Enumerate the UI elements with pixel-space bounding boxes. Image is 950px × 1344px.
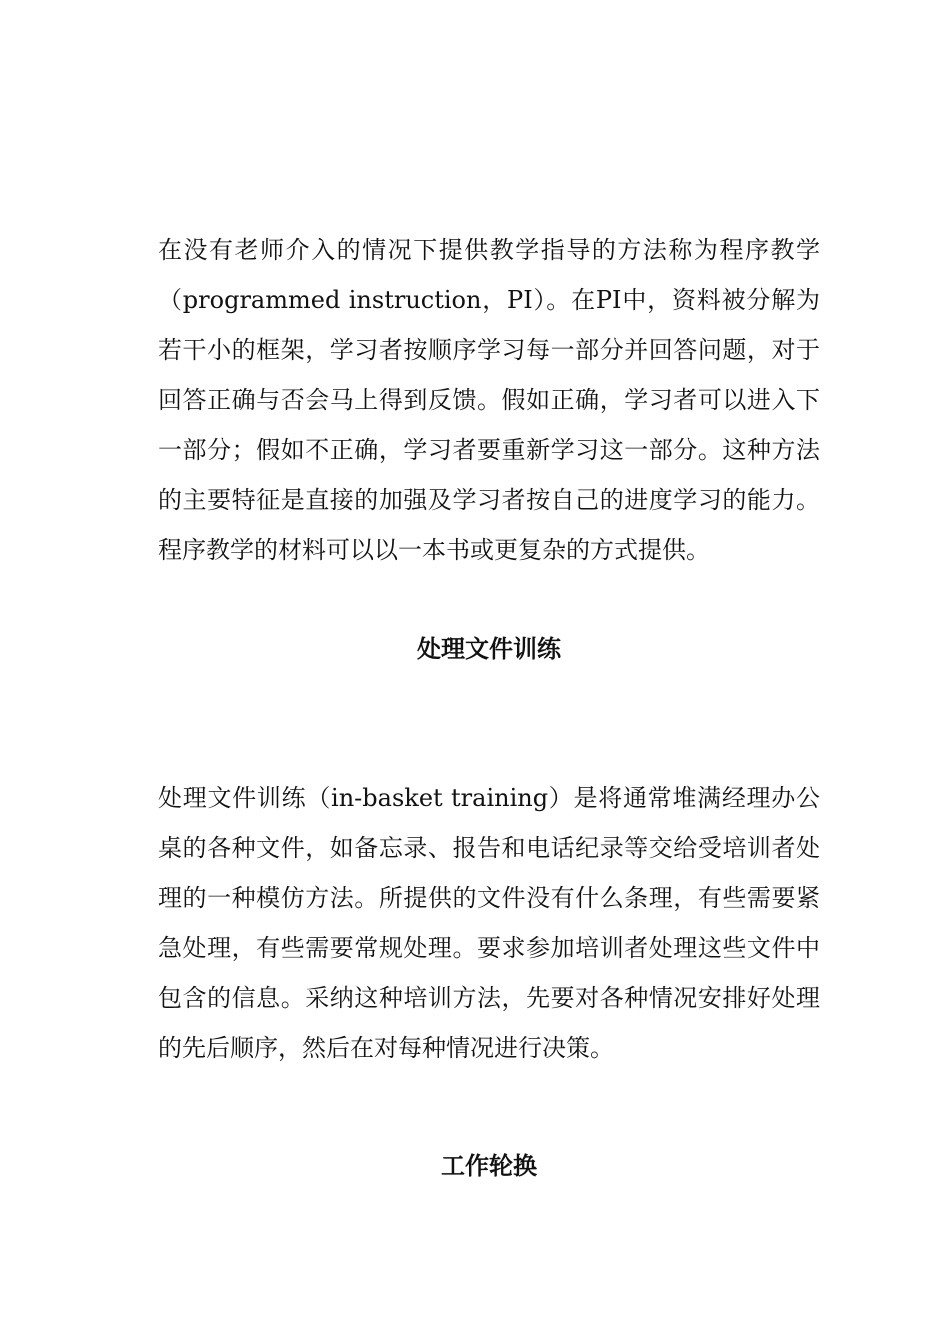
heading-in-basket-training: 处理文件训练 bbox=[417, 634, 561, 663]
paragraph-in-basket-training: 处理文件训练（in-basket training）是将通常堆满经理办公桌的各种文件，如备忘录、报告和电话纪录等交给受培训者处理的一种模仿方法。所提供的文件没有什么条理，有些需要紧急处理，有些需要常规处理。要求参加培训者处理这些文件中包含的信息。采纳这种培训方法，先要对各种情况安排好处理的先后顺序，然后在对每种情况进行决策。 bbox=[158, 784, 820, 1062]
heading-job-rotation: 工作轮换 bbox=[441, 1151, 537, 1180]
paragraph-programmed-instruction: 在没有老师介入的情况下提供教学指导的方法称为程序教学（programmed instruction，PI）。在PI中，资料被分解为若干小的框架，学习者按顺序学习每一部分并回答问题，对于回答正确与否会马上得到反馈。假如正确，学习者可以进入下一部分；假如不正确，学习者要重新学习这一部分。这种方法的主要特征是直接的加强及学习者按自己的进度学习的能力。程序教学的材料可以以一本书或更复杂的方式提供。 bbox=[158, 236, 820, 564]
